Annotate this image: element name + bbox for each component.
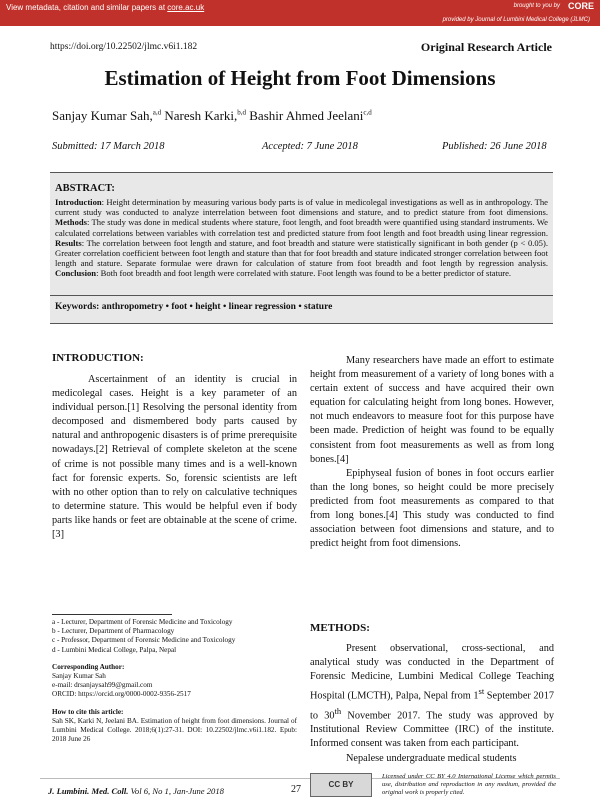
author-name: Bashir Ahmed Jeelani	[249, 108, 364, 123]
page-number: 27	[291, 784, 301, 795]
methods-heading: METHODS:	[310, 622, 370, 634]
provider-text: provided by Journal of Lumbini Medical College (JLMC)	[442, 17, 590, 23]
abstract-conclusion-text: : Both foot breadth and foot length were correlated with stature. Foot length was found to be a better predictor of stature.	[96, 268, 512, 279]
core-banner	[0, 0, 600, 16]
abstract-intro-text: : Height determination by measuring various body parts is of value in medicolegal investigations as well as in anthropology. The current study was conducted to analyze interrelation between foot dimensions and stature, and to predict stature from foot dimensions.	[55, 197, 548, 218]
core-logo[interactable]: CORE	[567, 1, 594, 11]
accepted-date: Accepted: 7 June 2018	[262, 141, 358, 152]
brought-by-text: brought to you by	[513, 3, 560, 9]
methods-paragraph: Nepalese undergraduate medical students	[346, 753, 517, 764]
article-type: Original Research Article	[420, 40, 552, 54]
metadata-prefix: View metadata, citation and similar papers at	[6, 3, 168, 12]
introduction-heading: INTRODUCTION:	[52, 352, 144, 364]
metadata-link-line	[6, 3, 204, 12]
affiliation-line: a - Lecturer, Department of Forensic Medicine and Toxicology	[52, 618, 233, 626]
abstract-heading: ABSTRACT:	[55, 183, 115, 194]
ordinal-suffix: st	[478, 686, 485, 697]
journal-issue: Vol 6, No 1, Jan-June 2018	[128, 786, 224, 796]
doi-link[interactable]: https://doi.org/10.22502/jlmc.v6i1.182	[50, 42, 198, 52]
cite-label: How to cite this article:	[52, 707, 124, 716]
author-affiliation: c,d	[363, 108, 372, 117]
submitted-date: Submitted: 17 March 2018	[52, 141, 165, 152]
license-text: Licensed under CC BY 4.0 International License which permits use, distribution and reproduction in any medium, provided the original work is properly cited.	[382, 773, 556, 796]
methods-paragraph	[310, 642, 554, 752]
corresponding-name: Sanjay Kumar Sah	[52, 672, 106, 681]
paper-title: Estimation of Height from Foot Dimensions	[104, 66, 496, 90]
footnote-rule	[52, 614, 172, 615]
abstract-top-rule	[50, 172, 553, 173]
author-name: Naresh Karki,	[164, 108, 238, 123]
abstract-results-label: Results	[55, 237, 82, 248]
corresponding-label: Corresponding Author:	[52, 662, 125, 671]
abstract-mid-rule	[50, 295, 553, 296]
provider-bar	[0, 16, 600, 26]
corresponding-email[interactable]: e-mail: drsanjaysah99@gmail.com	[52, 681, 153, 690]
methods-text: September 2017 to 30	[310, 690, 555, 722]
methods-text: Present observational, cross-sectional, and analytical study was conducted in the Department of Forensic Medicine, Lumbini Medical College Teaching Hospital (LMCTH), Palpa, Nepal from 1	[310, 643, 554, 702]
abstract-conclusion-label: Conclusion	[55, 268, 97, 279]
right-column	[310, 354, 554, 551]
abstract-text	[55, 197, 548, 279]
keywords: Keywords: anthropometry • foot • height • linear regression • stature	[55, 302, 333, 312]
affiliation-line: b - Lecturer, Department of Pharmacology	[52, 627, 175, 636]
corresponding-orcid[interactable]: ORCID: https://orcid.org/0000-0002-9356-2517	[52, 690, 191, 699]
ordinal-suffix: th	[334, 705, 342, 716]
methods-column	[310, 642, 554, 752]
abstract-methods-label: Methods	[55, 217, 87, 228]
published-date: Published: 26 June 2018	[442, 141, 547, 152]
affiliation-line: d - Lumbini Medical College, Palpa, Nepal	[52, 645, 177, 654]
cc-license-icon[interactable]: CC BY	[310, 773, 372, 797]
core-link[interactable]: core.ac.uk	[167, 3, 205, 12]
abstract-results-text: : The correlation between foot length and stature, and foot breadth and stature were statistically significant in both gender (p < 0.05). Greater correlation coefficient between foot length and stature than that for foot breadth and stature indicated stronger correlation between foot length and stature. Separate formulae were drawn for calculation of stature from foot breadth and foot length by regression analysis.	[55, 237, 548, 269]
methods-text: November 2017. The study was approved by Institutional Review Committee (IRC) of the institute. Informed consent was taken from each participant.	[310, 710, 554, 750]
methods-paragraph-2	[310, 752, 554, 766]
abstract-intro-label: Introduction	[55, 197, 102, 207]
introduction-paragraph: Many researchers have made an effort to estimate height from measurement of a variety of long bones with a certain extent of success and have acquired their own equation for calculating height from long bones. However, not much endeavors to measure foot for this purpose have been made. Prediction of height was found to be equally consistent from foot measurements as well as from long bones.[4]	[310, 355, 554, 465]
abstract-methods-text: : The study was done in medical students where stature, foot length, and foot breadth were quantified using standard instruments. We calculated correlations between variables with correlation test and predicted stature from foot length and foot breadth using linear regression.	[55, 217, 548, 238]
author-list	[52, 108, 372, 124]
introduction-paragraph: Epiphyseal fusion of bones in foot occurs earlier than the long bones, so height could be more precisely predicted from foot measurements as compared to that from long bones.[4] This study was conducted to find association between foot dimensions and stature, and to predict height from foot dimensions.	[310, 467, 554, 550]
journal-citation	[48, 786, 224, 796]
introduction-paragraph: Ascertainment of an identity is crucial in medicolegal cases. Height is a key parameter of an individual person.[1] Resolving the personal identity from decomposed and dismembered body parts caused by natural and anthropogenic disasters is of prime prerequisite nowadays.[2] Retrieval of complete skeleton at the scene of crime is not possible many times and is a well-known fact for forensic experts. So, forensic scientists are left with no other option than to rely on calculative techniques to determine stature. This would be helpful even if body parts like hands or feet are obtainable at the scene of crime.[3]	[52, 374, 297, 541]
footnotes	[52, 618, 297, 744]
author-affiliation: b,d	[237, 108, 247, 117]
cite-text: Sah SK, Karki N, Jeelani BA. Estimation of height from foot dimensions. Journal of Lumbini Medical College. 2018;6(1):27-31. DOI: 10.22502/jlmc.v6i1.182. Epub: 2018 June 26	[52, 716, 297, 744]
author-name: Sanjay Kumar Sah,	[52, 108, 153, 123]
abstract-bottom-rule	[50, 323, 553, 324]
author-affiliation: a,d	[152, 108, 162, 117]
affiliation-line: c - Professor, Department of Forensic Medicine and Toxicology	[52, 636, 236, 645]
introduction-column	[52, 373, 297, 542]
journal-abbrev: J. Lumbini. Med. Coll.	[48, 786, 129, 796]
